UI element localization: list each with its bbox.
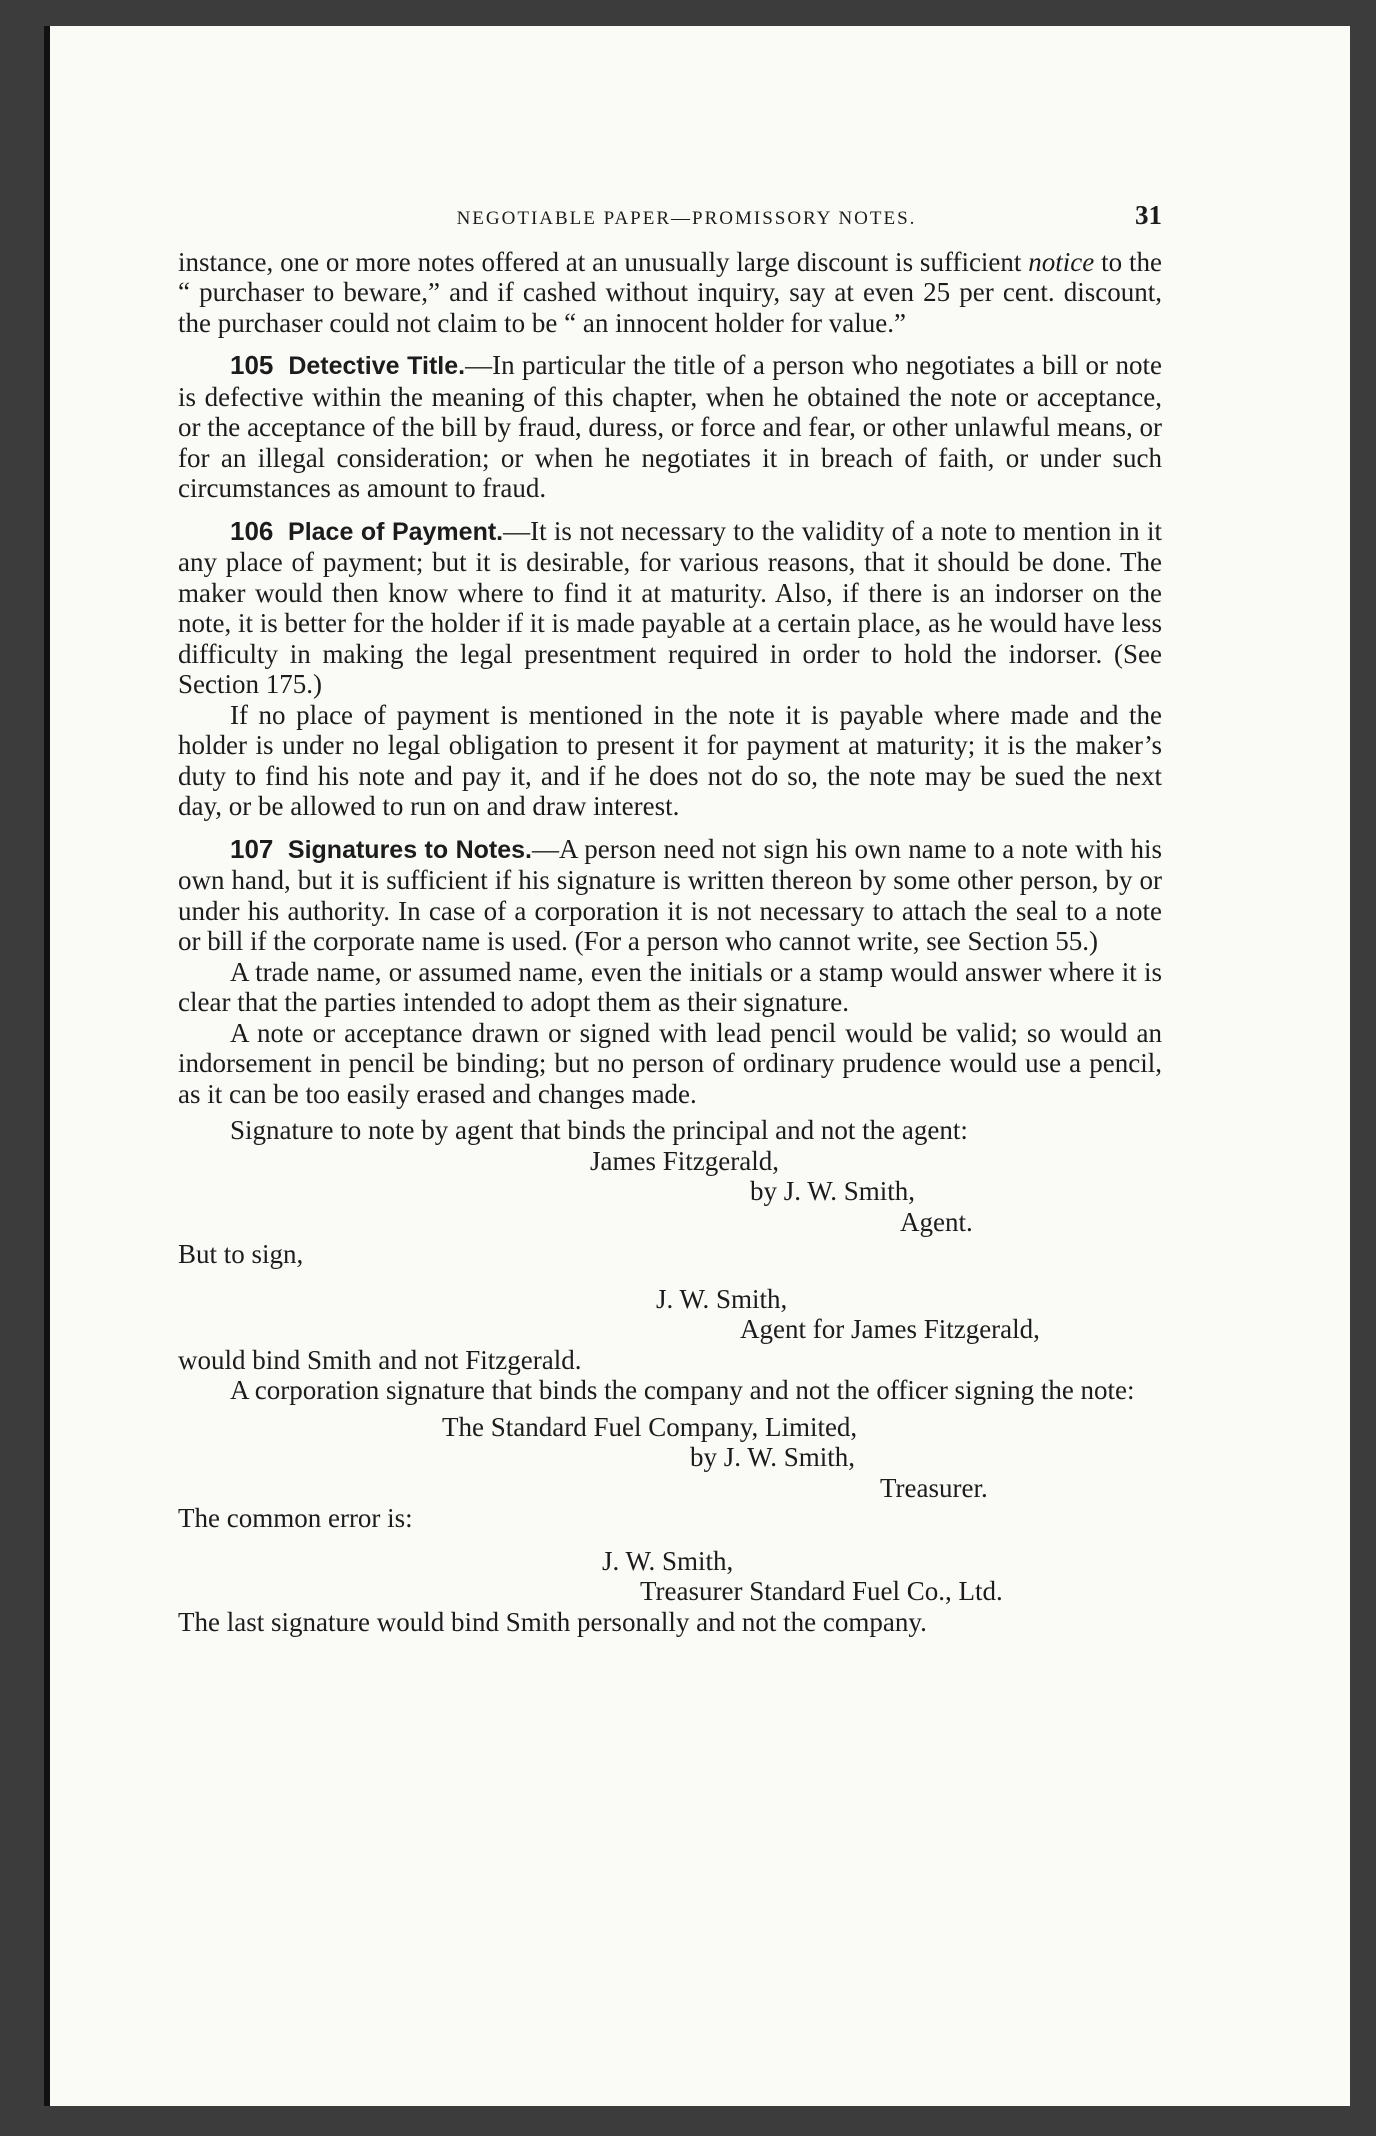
signature-block-agent-for: [178, 1284, 1162, 1345]
section-title: Detective Title.: [288, 352, 466, 380]
intro-italic-notice: notice: [1028, 246, 1095, 277]
signature-line: The Standard Fuel Company, Limited,: [442, 1411, 858, 1442]
section-text: —A person need not sign his own name to a note with his own hand, but it is sufficient if his signature is written thereon by some other person, by or under his authority. In case of a corporation it is not necessary to attach the seal to a note or bill if the corporate name is used. (For a person who cannot write, see Section 55.): [178, 833, 1163, 956]
section-107-paragraph-3: A note or acceptance drawn or signed with lead pencil would be valid; so would an indorsement in pencil be binding; but no person of ordinary prudence would use a pencil, as it can be too easily erased and changes made.: [178, 1017, 1162, 1109]
signature-line: by J. W. Smith,: [690, 1442, 856, 1472]
section-number: 106: [230, 515, 274, 546]
section-107-paragraph-2: A trade name, or assumed name, even the initials or a stamp would answer where it is clear that the parties intended to adopt them as their signature.: [178, 956, 1162, 1017]
section-text: —In particular the title of a person who negotiates a bill or note is defective within the meaning of this chapter, when he obtained the note or acceptance, or the acceptance of the bill by fraud, duress, or force and fear, or other unlawful means, or for an illegal consideration; or when he negotiates it in breach of faith, or under such circumstances as amount to fraud.: [178, 350, 1163, 503]
common-error-line: The common error is:: [178, 1503, 413, 1533]
last-signature-line: The last signature would bind Smith personally and not the company.: [178, 1606, 927, 1637]
page-number: 31: [1135, 200, 1162, 230]
section-title: Signatures to Notes.: [287, 835, 533, 864]
signature-line: J. W. Smith,: [602, 1545, 734, 1576]
page-content: [178, 200, 1162, 1637]
section-106-paragraph-2: If no place of payment is mentioned in the note it is payable where made and the holder is under no legal obligation to present it for payment at maturity; it is the maker’s duty to find his note and pay it, and if he does not do so, the note may be sued the next day, or be allowed to run on and draw interest.: [178, 699, 1162, 821]
intro-text-pre: instance, one or more notes offered at an unusually large discount is sufficient: [178, 246, 1029, 277]
signature-line: Treasurer Standard Fuel Co., Ltd.: [640, 1576, 1003, 1606]
signature-block-corporation: [178, 1412, 1162, 1504]
signature-line: James Fitzgerald,: [590, 1145, 779, 1176]
page-header: [178, 200, 1162, 235]
signature-line: Agent.: [900, 1206, 973, 1237]
would-bind-line: would bind Smith and not Fitzgerald.: [178, 1344, 582, 1375]
signature-line: Agent for James Fitzgerald,: [740, 1314, 1040, 1344]
but-to-sign: But to sign,: [178, 1239, 304, 1269]
intro-paragraph: [178, 247, 1162, 339]
running-head: NEGOTIABLE PAPER—PROMISSORY NOTES.: [456, 208, 917, 229]
section-105: [178, 350, 1162, 504]
agent-signature-intro: Signature to note by agent that binds the principal and not the agent:: [230, 1115, 968, 1145]
corporation-signature-intro: A corporation signature that binds the company and not the officer signing the note:: [230, 1375, 1135, 1405]
section-number: 107: [230, 833, 274, 864]
intro-text-post: to the “ purchaser to beware,” and if cashed without inquiry, say at even 25 per cent. discount, the purchaser could not claim to be “ an innocent holder for value.”: [178, 246, 1162, 338]
signature-line: Treasurer.: [880, 1472, 988, 1503]
section-107: [178, 834, 1162, 957]
section-106: [178, 516, 1162, 700]
section-text: —It is not necessary to the validity of a note to mention in it any place of payment; but it is desirable, for various reasons, that it should be done. The maker would then know where to find it at maturity. Also, if there is an indorser on the note, it is better for the holder if it is made payable at a certain place, as he would have less difficulty in making the legal presentment required in order to hold the indorser. (See Section 175.): [178, 515, 1162, 699]
signature-line: by J. W. Smith,: [750, 1176, 916, 1206]
section-number: 105: [230, 350, 274, 380]
section-title: Place of Payment.: [288, 517, 504, 546]
signature-block-error: [178, 1546, 1162, 1607]
signature-line: J. W. Smith,: [656, 1283, 788, 1314]
signature-block-agent: [178, 1146, 1162, 1238]
